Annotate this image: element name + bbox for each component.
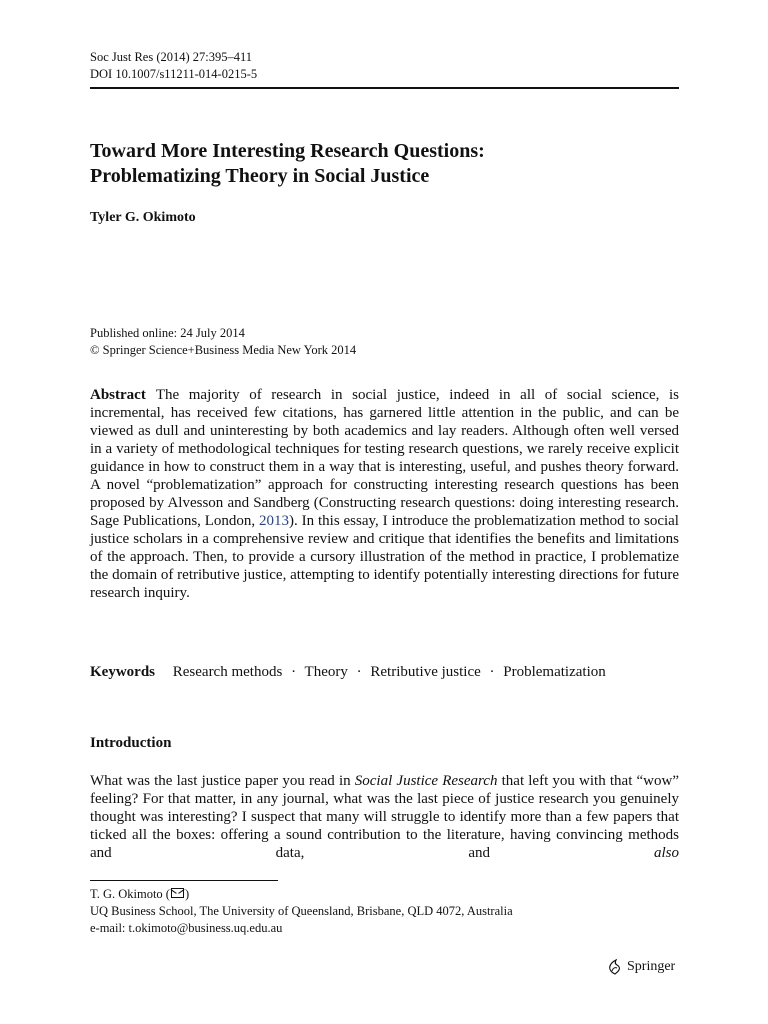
keyword-item: Theory	[304, 664, 348, 680]
keywords-label: Keywords	[90, 664, 155, 680]
abstract-label: Abstract	[90, 387, 146, 403]
springer-logo-icon	[606, 958, 624, 976]
footnote-rule	[90, 880, 278, 881]
publisher-name: Springer	[627, 959, 676, 974]
publication-info	[90, 325, 356, 359]
published-date: Published online: 24 July 2014	[90, 326, 245, 340]
keyword-separator: ·	[489, 664, 495, 680]
footnote-author-close: )	[184, 887, 190, 901]
keyword-separator: ·	[291, 664, 297, 680]
abstract-text-2: ). In this essay, I introduce the problematization method to social justice scholars in a comprehensive review and critique that identifies the benefits and limitations of the approach. Then, to provide a cursory illustration of the method in practice, I problematize the domain of retributive justice, attempting to identify potentially interesting directions for future research inquiry.	[90, 513, 679, 601]
email-address[interactable]: e-mail: t.okimoto@business.uq.edu.au	[90, 921, 283, 935]
title-line-1: Toward More Interesting Research Questions:	[90, 140, 485, 162]
journal-header	[90, 49, 257, 83]
publisher-logo	[606, 958, 675, 976]
header-rule	[90, 87, 679, 89]
abstract	[90, 386, 679, 602]
abstract-text-1: The majority of research in social justice, indeed in all of social science, is incremental, has received few citations, has garnered little attention in the public, and can be viewed as dull and uninteresting by both academics and lay readers. Although often well versed in a variety of methodological techniques for testing research questions, we rarely receive explicit guidance in how to construct them in a way that is interesting, useful, and pushes theory forward. A novel “problematization” approach for constructing interesting research questions has been proposed by Alvesson and Sandberg (Constructing research questions: doing interesting research. Sage Publications, London,	[90, 387, 679, 529]
keyword-item: Retributive justice	[370, 664, 481, 680]
keyword-separator: ·	[356, 664, 362, 680]
journal-citation: Soc Just Res (2014) 27:395–411	[90, 50, 253, 64]
title-line-2: Problematizing Theory in Social Justice	[90, 165, 430, 187]
also-italic: also	[653, 845, 679, 861]
citation-link-2013[interactable]: 2013	[259, 513, 290, 529]
intro-text-1: What was the last justice paper you read in	[90, 773, 355, 789]
author-name: Tyler G. Okimoto	[90, 210, 196, 225]
keyword-item: Problematization	[503, 664, 606, 680]
footnote-author: T. G. Okimoto (	[90, 887, 170, 901]
paper-title	[90, 139, 679, 189]
keywords	[90, 663, 606, 681]
affiliation: UQ Business School, The University of Queensland, Brisbane, QLD 4072, Australia	[90, 904, 513, 918]
keyword-item: Research methods	[172, 664, 283, 680]
section-heading-introduction: Introduction	[90, 735, 172, 751]
doi[interactable]: DOI 10.1007/s11211-014-0215-5	[90, 67, 258, 81]
mail-icon[interactable]	[171, 888, 184, 898]
corresponding-author	[90, 886, 513, 903]
introduction-paragraph	[90, 772, 679, 862]
journal-name-italic: Social Justice Research	[354, 773, 498, 789]
copyright-notice: © Springer Science+Business Media New York 2014	[90, 343, 357, 357]
intro-text-2: that left you with that “wow” feeling? For that matter, in any journal, what was the last piece of justice research you genuinely thought was interesting? I suspect that many will struggle to identify more than a few papers that ticked all the boxes: offering a sound contribution to the literature, having convincing methods and data, and	[90, 773, 679, 861]
footnote	[90, 886, 513, 937]
